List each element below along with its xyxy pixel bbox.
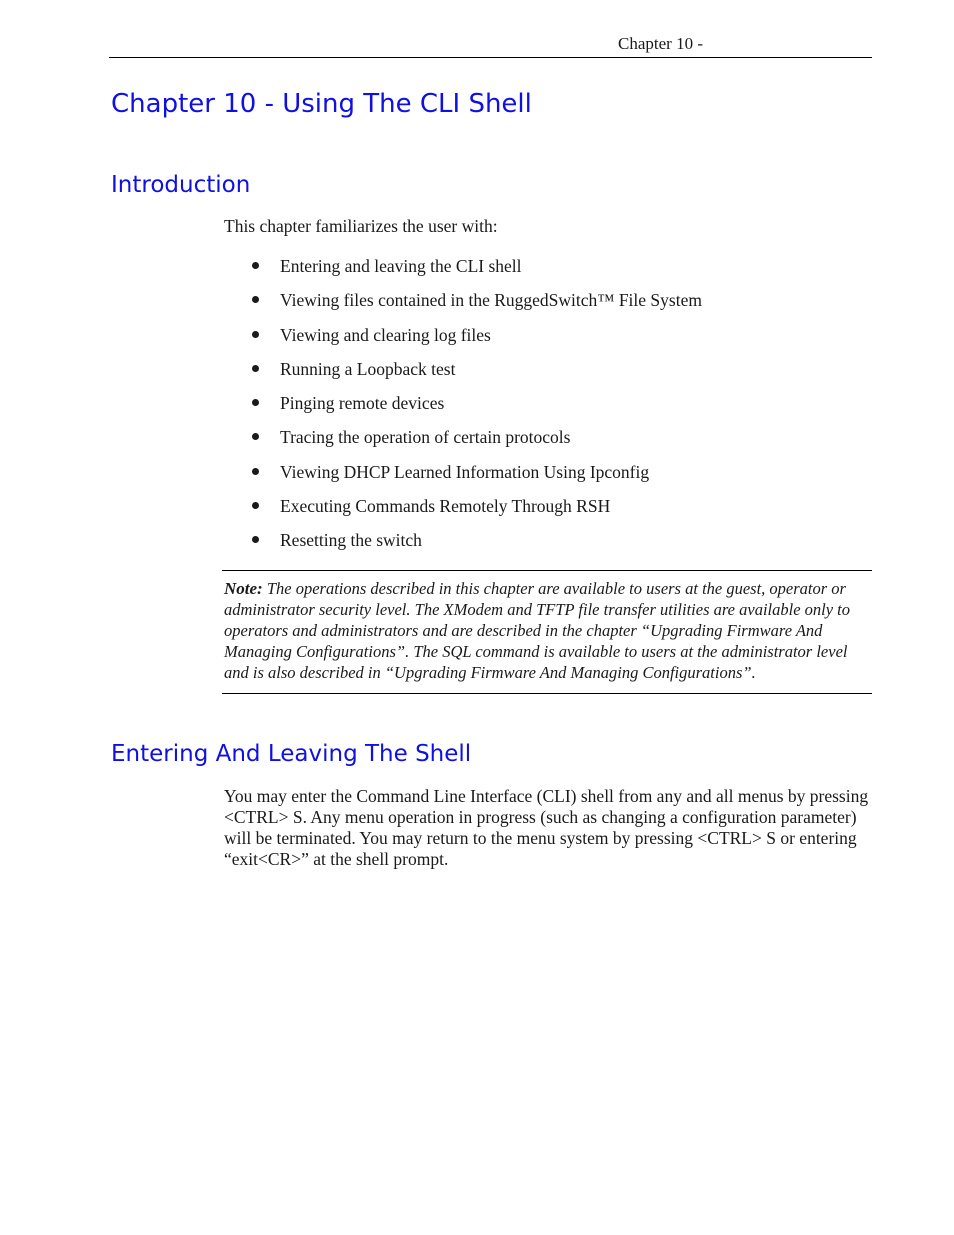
list-item	[250, 426, 702, 460]
list-item	[250, 324, 702, 358]
list-item-text: Pinging remote devices	[280, 393, 445, 414]
introduction-lead: This chapter familiarizes the user with:	[224, 216, 498, 236]
list-item	[250, 392, 702, 426]
list-item	[250, 529, 702, 563]
bullet-icon	[252, 536, 259, 543]
list-item	[250, 358, 702, 392]
bullet-icon	[252, 331, 259, 338]
list-item-text: Tracing the operation of certain protocols	[280, 427, 571, 448]
bullet-icon	[252, 399, 259, 406]
list-item-text: Resetting the switch	[280, 530, 422, 551]
list-item	[250, 255, 702, 289]
list-item-text: Entering and leaving the CLI shell	[280, 256, 522, 276]
list-item	[250, 289, 702, 323]
entering-shell-paragraph: You may enter the Command Line Interface (CLI) shell from any and all menus by pressing <CTRL> S. Any menu operation in progress (such as changing a configuration parameter) will be terminated. You may return to the menu system by pressing <CTRL> S or entering “exit<CR>” at the shell prompt.	[224, 786, 869, 869]
page-header	[109, 34, 872, 58]
introduction-heading: Introduction	[111, 172, 251, 198]
topic-list	[250, 255, 702, 564]
list-item-text: Running a Loopback test	[280, 358, 456, 379]
chapter-title: Chapter 10 - Using The CLI Shell	[111, 89, 532, 119]
list-item-text: Viewing DHCP Learned Information Using Ipconfig	[280, 461, 650, 482]
entering-shell-heading: Entering And Leaving The Shell	[111, 741, 472, 767]
list-item	[250, 495, 702, 529]
running-head: Chapter 10 -	[618, 34, 703, 53]
bullet-icon	[252, 365, 259, 372]
note-box	[222, 570, 872, 694]
list-item-text: Viewing files contained in the RuggedSwitch™ File System	[280, 290, 702, 311]
list-item-text: Executing Commands Remotely Through RSH	[280, 496, 611, 517]
list-item	[250, 461, 702, 495]
note-body: The operations described in this chapter are available to users at the guest, operator or administrator security level. The XModem and TFTP file transfer utilities are available only to operators and administrators and are described in the chapter “Upgrading Firmware And Managing Configurations”. The SQL command is available to users at the administrator level and is also described in “Upgrading Firmware And Managing Configurations”.	[224, 579, 851, 682]
note-label: Note:	[224, 579, 263, 598]
bullet-icon	[252, 468, 259, 475]
list-item-text: Viewing and clearing log files	[280, 324, 491, 345]
bullet-icon	[252, 433, 259, 440]
bullet-icon	[252, 296, 259, 303]
note-text	[224, 578, 872, 683]
bullet-icon	[252, 502, 259, 509]
bullet-icon	[252, 262, 259, 269]
